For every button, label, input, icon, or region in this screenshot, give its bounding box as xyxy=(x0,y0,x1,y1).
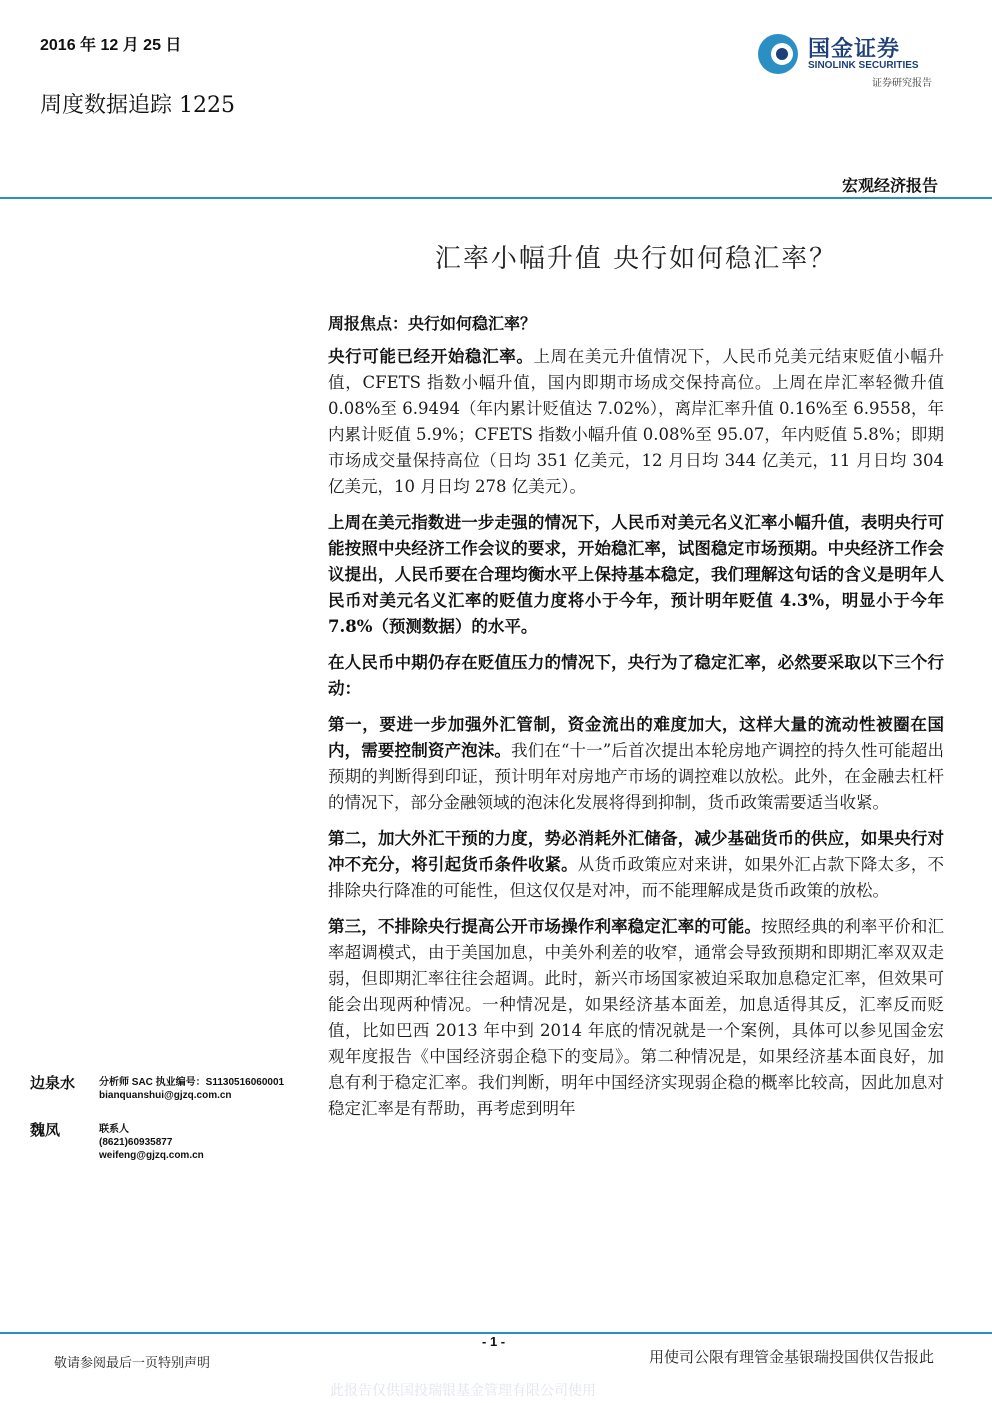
paragraph-lead: 第一，要进一步加强外汇管制，资金流出的难度加大，这样大量的流动性被圈在国内，需要控制资产泡沫。 xyxy=(328,715,944,760)
report-type: 宏观经济报告 xyxy=(841,176,938,195)
contact-phone: (8621)60935877 xyxy=(99,1137,173,1148)
paragraph-lead: 在人民币中期仍存在贬值压力的情况下，央行为了稳定汇率，必然要采取以下三个行动： xyxy=(328,653,944,698)
analyst-email: bianquanshui@gjzq.com.cn xyxy=(99,1090,232,1101)
paragraph-lead: 第二，加大外汇干预的力度，势必消耗外汇储备，减少基础货币的供应，如果央行对冲不充分，将引起货币条件收紧。 xyxy=(328,829,944,874)
logo-name-cn: 国金证券 xyxy=(808,36,901,61)
logo-name-en: SINOLINK SECURITIES xyxy=(808,60,919,71)
paragraph-text: 按照经典的利率平价和汇率超调模式，由于美国加息，中美外利差的收窄，通常会导致预期和即期汇率双双走弱，但即期汇率往往会超调。此时，新兴市场国家被迫采取加息稳定汇率，但效果可能会出现两种情况。一种情况是，如果经济基本面差，加息适得其反，汇率反而贬值，比如巴西 2013 年中到 2014 年底的情况就是一个案例，具体可以参见国金宏观年度报告《中国经济弱企稳下的变局》。第二种情况是，如果经济基本面良好，加息有利于稳定汇率。我们判断，明年中国经济实现弱企稳的概率比较高，因此加息对稳定汇率是有帮助，再考虑到明年 xyxy=(328,917,945,1118)
paragraph-text: 上周在美元升值情况下，人民币兑美元结束贬值小幅升值，CFETS 指数小幅升值，国内即期市场成交保持高位。上周在岸汇率轻微升值 0.08%至 6.9494（年内累计贬值达 7.02%），离岸汇率升值 0.16%至 6.9558，年内累计贬值 5.9%；CFETS 指数小幅升值 0.08%至 95.07，年内贬值 5.8%；即期市场成交量保持高位（日均 351 亿美元，12 月日均 344 亿美元，11 月日均 304 亿美元，10 月日均 278 亿美元）。 xyxy=(328,347,945,496)
paragraph-lead: 上周在美元指数进一步走强的情况下，人民币对美元名义汇率小幅升值，表明央行可能按照中央经济工作会议的要求，开始稳汇率，试图稳定市场预期。中央经济工作会议提出，人民币要在合理均衡水平上保持基本稳定，我们理解这句话的含义是明年人民币对美元名义汇率的贬值力度将小于今年，预计明年贬值 4.3%，明显小于今年 7.8%（预测数据）的水平。 xyxy=(328,513,944,636)
paragraph-lead: 第三，不排除央行提高公开市场操作利率稳定汇率的可能。 xyxy=(328,917,761,936)
paragraph-1 xyxy=(328,344,944,500)
page-number: - 1 - xyxy=(482,1334,506,1349)
analyst-name: 边泉水 xyxy=(30,1074,76,1092)
paragraph-3 xyxy=(328,650,944,702)
report-body xyxy=(328,344,944,1132)
logo-subtitle: 证券研究报告 xyxy=(872,78,932,89)
company-logo xyxy=(756,30,956,90)
report-date: 2016 年 12 月 25 日 xyxy=(40,37,182,54)
disclaimer-note: 敬请参阅最后一页特别声明 xyxy=(54,1356,211,1371)
report-title: 汇率小幅升值 央行如何稳汇率？ xyxy=(434,244,838,274)
paragraph-lead: 央行可能已经开始稳汇率。 xyxy=(328,347,534,366)
paragraph-6 xyxy=(328,914,944,1122)
paragraph-5 xyxy=(328,826,944,904)
weekly-tracking-title: 周度数据追踪 1225 xyxy=(40,93,235,118)
focus-heading: 周报焦点：央行如何稳汇率？ xyxy=(328,314,537,333)
contact-role: 联系人 xyxy=(99,1124,129,1135)
paragraph-2 xyxy=(328,510,944,640)
contact-name: 魏凤 xyxy=(30,1121,61,1139)
paragraph-text: 我们在“十一”后首次提出本轮房地产调控的持久性可能超出预期的判断得到印证，预计明年对房地产市场的调控难以放松。此外，在金融去杠杆的情况下，部分金融领域的泡沫化发展将得到抑制，货币政策需要适当收紧。 xyxy=(328,741,945,812)
footer-license-text: 用使司公限有理管金基银瑞投国供仅告报此 xyxy=(648,1349,934,1366)
watermark-text: 此报告仅供国投瑞银基金管理有限公司使用 xyxy=(330,1383,596,1399)
paragraph-4 xyxy=(328,712,944,816)
sinolink-logo-icon xyxy=(756,32,800,76)
paragraph-text: 从货币政策应对来讲，如果外汇占款下降太多，不排除央行降准的可能性，但这仅仅是对冲，而不能理解成是货币政策的放松。 xyxy=(328,855,945,900)
contact-email: weifeng@gjzq.com.cn xyxy=(99,1150,204,1161)
analyst-contact xyxy=(99,1076,284,1102)
analyst-license: 分析师 SAC 执业编号：S1130516060001 xyxy=(99,1077,285,1088)
contact-info xyxy=(99,1123,204,1162)
header-divider xyxy=(0,197,992,199)
